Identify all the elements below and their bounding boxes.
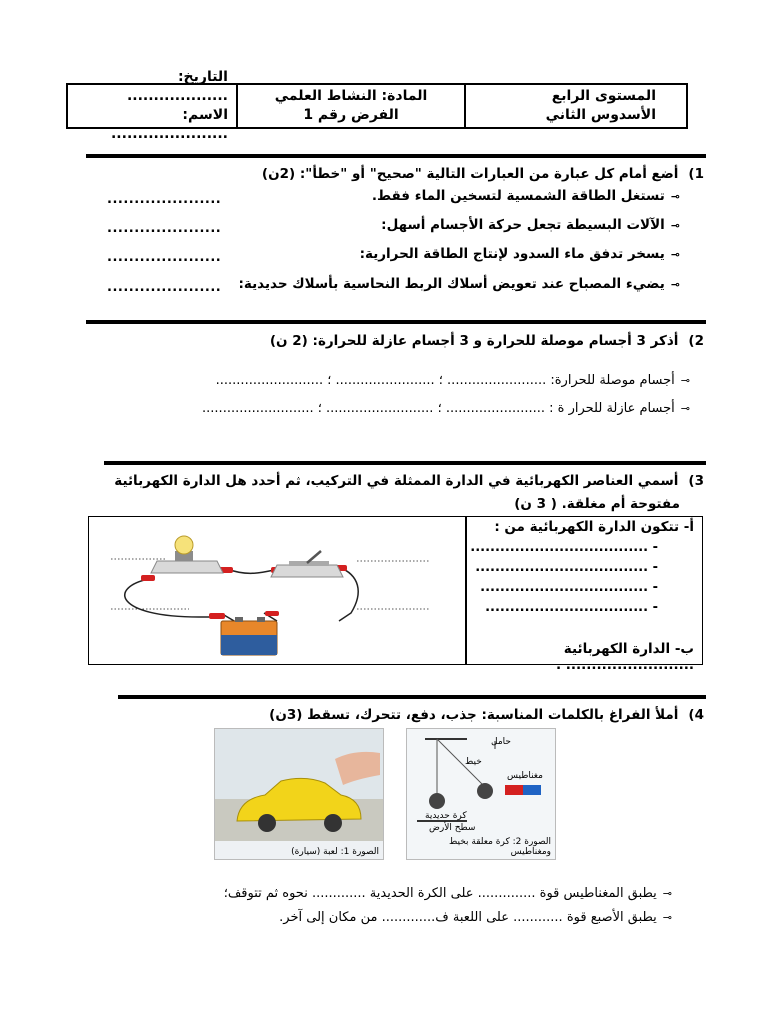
section-rule-4	[118, 695, 706, 699]
q3-title-line1: أسمي العناصر الكهربائية في الدارة الممثلة في التركيب، ثم أحدد هل الدارة الكهربائية	[114, 473, 679, 489]
q2-insulators-text: أجسام عازلة للحرار ة : ........................ ؛ .......................... ؛ ...........................	[202, 401, 675, 416]
ball-label: كرة حديدية	[425, 811, 467, 821]
q1-item-text: تستغل الطاقة الشمسية لتسخين الماء فقط.	[371, 188, 665, 204]
section-rule-2	[86, 320, 706, 324]
q3-heading	[84, 473, 704, 489]
support-label: حامل	[491, 737, 511, 747]
q1-answer-blank[interactable]: .....................	[107, 280, 222, 295]
magnet-south-icon	[523, 785, 541, 795]
bulb-holder	[151, 561, 223, 573]
wheel-icon	[324, 814, 342, 832]
q1-item-text: الآلات البسيطة تجعل حركة الأجسام أسهل:	[381, 217, 665, 233]
q2-insulators-line[interactable]	[70, 401, 690, 416]
arrow-bullet-icon: ⊸	[670, 190, 680, 203]
q4-fill-line[interactable]	[72, 886, 672, 901]
subject-text: المادة: النشاط العلمي	[274, 88, 428, 104]
arrow-bullet-icon: ⊸	[680, 374, 690, 387]
arrow-bullet-icon: ⊸	[670, 248, 680, 261]
arrow-bullet-icon: ⊸	[662, 911, 672, 924]
q2-conductors-line[interactable]	[70, 373, 690, 388]
iron-ball-icon	[477, 783, 493, 799]
q4-heading	[84, 707, 704, 723]
q4-number: 4)	[688, 707, 704, 723]
thread-label: خيط	[465, 757, 482, 767]
circuit-box	[88, 516, 703, 673]
arrow-bullet-icon: ⊸	[670, 219, 680, 232]
arrow-bullet-icon: ⊸	[670, 278, 680, 291]
switch-base	[271, 565, 343, 577]
q4-title: أملأ الفراغ بالكلمات المناسبة: جذب، دفع، تتحرك، تسقط (3ن)	[269, 707, 679, 723]
arrow-bullet-icon: ⊸	[662, 887, 672, 900]
q1-answer-blank[interactable]: .....................	[107, 221, 222, 236]
q1-answer-blank[interactable]: .....................	[107, 250, 222, 265]
header-student-cell	[68, 69, 236, 142]
battery-terminal	[235, 617, 243, 622]
figure2-caption: الصورة 2: كرة معلقة بخيط ومغناطيس	[448, 837, 551, 857]
q1-number: 1)	[688, 166, 704, 182]
semester-text: الأسدوس الثاني	[545, 107, 656, 123]
figure1-caption: الصورة 1: لعبة (سيارة)	[291, 847, 379, 857]
header-table	[66, 69, 688, 142]
q1-item-text: يضيء المصباح عند تعويض أسلاك الربط النحاسية بأسلاك حديدية:	[238, 276, 665, 292]
circuit-diagram	[89, 517, 465, 664]
q3-blank[interactable]: - ..................................	[480, 580, 658, 595]
wire	[125, 579, 219, 617]
q4-line1-text: يطبق المغناطيس قوة .............. على الكرة الحديدية ............. نحوه ثم تتوقف؛	[223, 886, 657, 901]
magnet-north-icon	[505, 785, 523, 795]
name-field[interactable]: الاسم: ......................	[110, 107, 228, 142]
wheel-icon	[258, 814, 276, 832]
ground-label: سطح الأرض	[429, 823, 476, 833]
q3-part-a: أ- تتكون الدارة الكهربائية من :	[494, 519, 694, 535]
header-level-cell	[464, 85, 686, 127]
q1-answer-blank[interactable]: .....................	[107, 192, 222, 207]
date-field[interactable]: التاريخ: ...................	[126, 69, 228, 104]
q3-title-line2: مفتوحة أم مغلقة. ( 3 ن)	[514, 496, 680, 512]
magnet-label: مغناطيس	[507, 771, 543, 781]
battery-terminal	[257, 617, 265, 622]
battery-band	[221, 635, 277, 655]
exam-number-text: الفرض رقم 1	[303, 107, 399, 123]
q1-item-text: يسخر تدفق ماء السدود لإنتاج الطاقة الحرارية:	[359, 246, 665, 262]
q2-heading	[64, 333, 704, 349]
section-rule-3	[104, 461, 706, 465]
q2-title: أذكر 3 أجسام موصلة للحرارة و 3 أجسام عازلة للحرارة: (2 ن)	[269, 333, 679, 349]
q3-blank[interactable]: - .................................	[485, 600, 658, 615]
q3-number: 3)	[688, 473, 704, 489]
q3-part-b[interactable]: ب- الدارة الكهربائية ......................... .	[555, 641, 694, 673]
toy-car-figure	[214, 728, 384, 860]
q3-blank[interactable]: - ....................................	[470, 540, 658, 555]
q2-conductors-text: أجسام موصلة للحرارة: ........................ ؛ ........................ ؛ ..........................	[215, 373, 675, 388]
toy-car-image	[215, 729, 383, 841]
q2-number: 2)	[688, 333, 704, 349]
q3-blank[interactable]: - ...................................	[475, 560, 658, 575]
q1-heading	[64, 166, 704, 182]
level-text: المستوى الرابع	[551, 88, 656, 104]
q1-title: أضع أمام كل عبارة من العبارات التالية "صحيح" أو "خطأ": (2ن)	[261, 166, 679, 182]
bulb-icon	[175, 536, 193, 554]
crocodile-clip	[141, 575, 155, 581]
magnet-figure	[406, 728, 556, 860]
section-rule-1	[86, 154, 706, 158]
arrow-bullet-icon: ⊸	[680, 402, 690, 415]
iron-ball-icon	[429, 793, 445, 809]
q4-fill-line[interactable]	[72, 910, 672, 925]
crocodile-clip	[265, 611, 279, 616]
crocodile-clip	[209, 613, 225, 619]
header-subject-cell	[236, 85, 464, 127]
q4-line2-text: يطبق الأصبع قوة ............ على اللعبة ف............. من مكان إلى آخر.	[279, 910, 657, 925]
